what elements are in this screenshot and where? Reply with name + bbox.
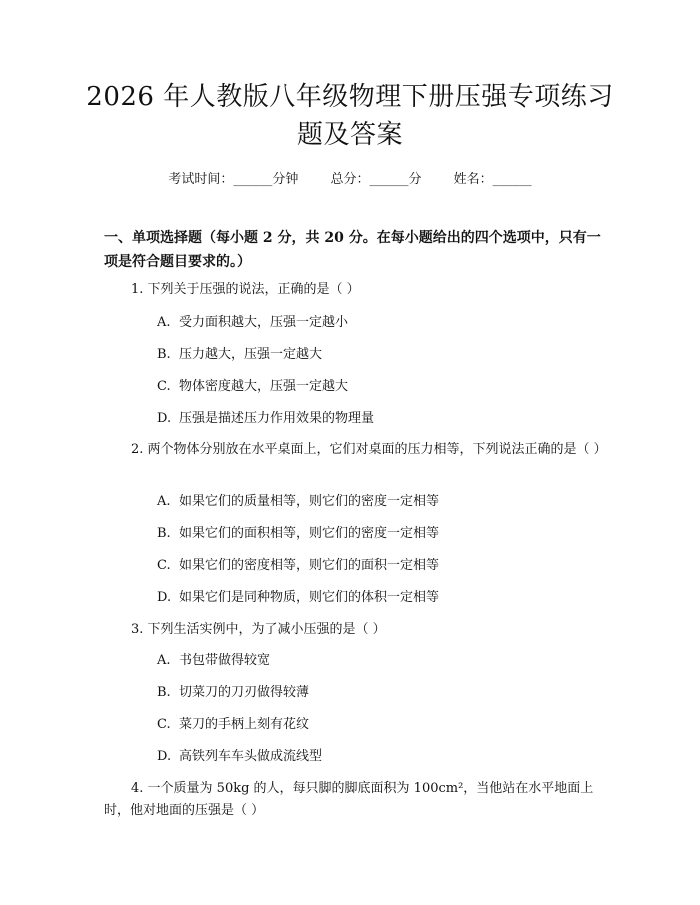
section-heading: 一、单项选择题（每小题 2 分，共 20 分。在每小题给出的四个选项中，只有一项是符合题目要求的。） — [104, 230, 601, 270]
option-letter: B. — [157, 685, 171, 700]
option-text: 受力面积越大，压强一定越小 — [179, 315, 349, 330]
option-text: 物体密度越大，压强一定越大 — [179, 379, 349, 394]
option-letter: C. — [157, 379, 171, 394]
option-letter: D. — [157, 590, 172, 605]
option-text: 菜刀的手柄上刻有花纹 — [179, 717, 310, 732]
option — [157, 715, 597, 735]
option — [157, 409, 597, 429]
total-score: 总分：______分 — [330, 172, 422, 187]
option-text: 压力越大，压强一定越大 — [179, 347, 323, 362]
option — [157, 683, 597, 703]
option-letter: D. — [157, 411, 172, 426]
option-text: 如果它们的质量相等，则它们的密度一定相等 — [179, 494, 440, 509]
question-stem: 1. 下列关于压强的说法，正确的是（ ） — [131, 282, 360, 297]
option-text: 如果它们的面积相等，则它们的密度一定相等 — [179, 526, 440, 541]
option-text: 如果它们是同种物质，则它们的体积一定相等 — [179, 590, 440, 605]
option-letter: C. — [157, 717, 171, 732]
question-stem: 4. 一个质量为 50kg 的人，每只脚的脚底面积为 100cm²，当他站在水平地面上时，他对地面的压强是（ ） — [104, 781, 594, 818]
option-text: 书包带做得较宽 — [179, 653, 271, 668]
option — [157, 524, 597, 544]
student-name: 姓名：______ — [453, 172, 532, 187]
option-letter: B. — [157, 347, 171, 362]
option — [157, 492, 597, 512]
option — [157, 377, 597, 397]
option-letter: A. — [157, 653, 171, 668]
option — [157, 588, 597, 608]
option — [157, 345, 597, 365]
option — [157, 556, 597, 576]
option-text: 高铁列车车头做成流线型 — [179, 749, 323, 764]
option — [157, 313, 597, 333]
option-letter: C. — [157, 558, 171, 573]
title-line-2: 题及答案 — [296, 120, 403, 150]
exam-info-line — [0, 168, 700, 187]
question-stem: 2. 两个物体分别放在水平桌面上，它们对桌面的压力相等，下列说法正确的是（ ） — [131, 442, 607, 457]
option — [157, 747, 597, 767]
option-letter: A. — [157, 494, 171, 509]
option-letter: B. — [157, 526, 171, 541]
exam-time: 考试时间：______分钟 — [168, 172, 299, 187]
document-title — [0, 78, 700, 154]
option-letter: D. — [157, 749, 172, 764]
question-stem: 3. 下列生活实例中，为了减小压强的是（ ） — [131, 622, 386, 637]
option-text: 如果它们的密度相等，则它们的面积一定相等 — [179, 558, 440, 573]
option-letter: A. — [157, 315, 171, 330]
option-text: 切菜刀的刀刃做得较薄 — [179, 685, 310, 700]
option — [157, 651, 597, 671]
option-text: 压强是描述压力作用效果的物理量 — [179, 411, 375, 426]
title-line-1: 2026 年人教版八年级物理下册压强专项练习 — [86, 82, 614, 112]
